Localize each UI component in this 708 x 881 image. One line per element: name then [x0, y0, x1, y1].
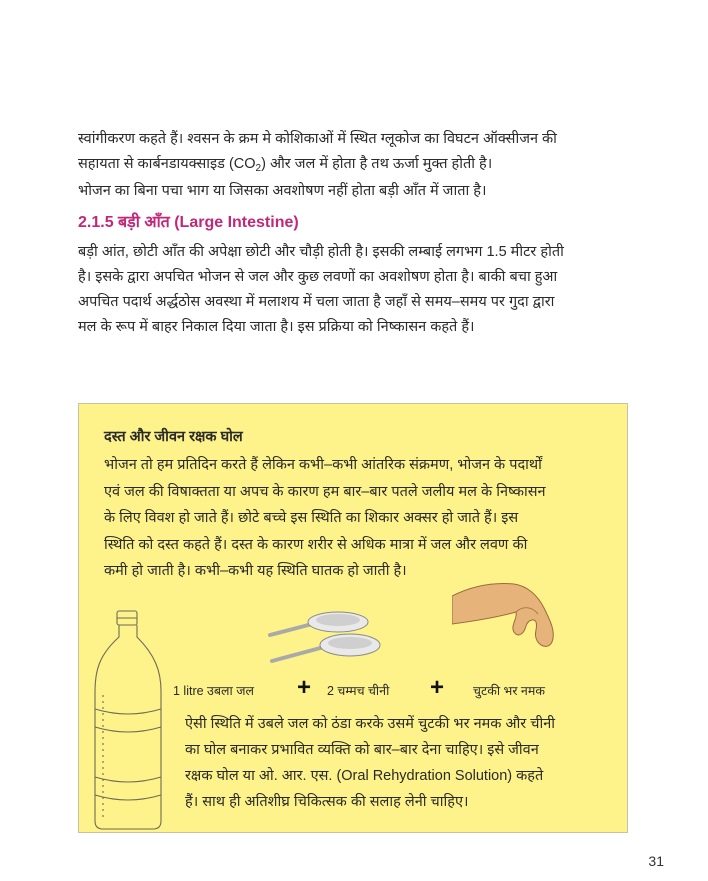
text-line: भोजन का बिना पचा भाग या जिसका अवशोषण नहीं होता बड़ी आँत में जाता है।: [78, 183, 487, 199]
ingredient-salt: चुटकी भर नमक: [473, 684, 545, 698]
page-number: 31: [648, 853, 664, 869]
section-heading: 2.1.5 बड़ी आँत (Large Intestine): [78, 214, 299, 231]
text-line: बड़ी आंत, छोटी आँत की अपेक्षा छोटी और चौड़ी होती है। इसकी लम्बाई लगभग 1.5 मीटर होती: [78, 244, 564, 260]
paragraph-large-intestine: [78, 240, 640, 340]
text-line: हैं। साथ ही अतिशीघ्र चिकित्सक की सलाह लेनी चाहिए।: [185, 794, 469, 810]
text-line: के लिए विवश हो जाते हैं। छोटे बच्चे इस स्थिति का शिकार अक्सर हो जाते हैं। इस: [104, 510, 519, 526]
text-line: सहायता से कार्बनडायक्साइड $(CO_2)$ और जल में होता है तथ ऊर्जा मुक्त होती है।: [78, 156, 493, 174]
ingredient-water: 1 litre उबला जल: [173, 684, 254, 698]
text-line: भोजन तो हम प्रतिदिन करते हैं लेकिन कभी–कभी आंतरिक संक्रमण, भोजन के पदार्थों: [104, 457, 542, 473]
text-line: मल के रूप में बाहर निकाल दिया जाता है। इस प्रक्रिया को निष्कासन कहते हैं।: [78, 319, 475, 335]
text-line: का घोल बनाकर प्रभावित व्यक्ति को बार–बार देना चाहिए। इसे जीवन: [185, 742, 539, 758]
info-box-ors: [78, 403, 628, 833]
plus-sign: +: [430, 674, 445, 701]
text-line: अपचित पदार्थ अर्द्धठोस अवस्था में मलाशय में चला जाता है जहाँ से समय–समय पर गुदा द्वारा: [78, 294, 555, 310]
text-line: है। इसके द्वारा अपचित भोजन से जल और कुछ लवणों का अवशोषण होता है। बाकी बचा हुआ: [78, 269, 558, 285]
box-paragraph: [104, 452, 604, 585]
paragraph-intro: [78, 127, 640, 181]
text-line: एवं जल की विषाक्तता या अपच के कारण हम बार–बार पतले जलीय मल के निष्कासन: [104, 483, 546, 500]
text-line: रक्षक घोल या ओ. आर. एस. (Oral Rehydration Solution) कहते: [185, 768, 544, 784]
paragraph-undigested: [78, 179, 640, 204]
box-title: दस्त और जीवन रक्षक घोल: [104, 429, 243, 445]
ors-recipe: [173, 674, 613, 703]
pinching-hand-icon: [452, 576, 562, 654]
text-line: ऐसी स्थिति में उबले जल को ठंडा करके उसमें चुटकी भर नमक और चीनी: [185, 716, 556, 732]
water-bottle-icon: [87, 609, 169, 831]
box-paragraph-ors: [185, 711, 599, 815]
ingredient-sugar: 2 चम्मच चीनी: [327, 684, 390, 698]
spoons-of-sugar-icon: [264, 609, 382, 667]
text-line: स्थिति को दस्त कहते हैं। दस्त के कारण शरीर से अधिक मात्रा में जल और लवण की: [104, 536, 528, 553]
plus-sign: +: [297, 674, 312, 701]
text-line: स्वांगीकरण कहते हैं। श्वसन के क्रम मे कोशिकाओं में स्थित ग्लूकोज का विघटन ऑक्सीजन की: [78, 131, 557, 147]
text-line: कमी हो जाती है। कभी–कभी यह स्थिति घातक हो जाती है।: [104, 563, 407, 579]
